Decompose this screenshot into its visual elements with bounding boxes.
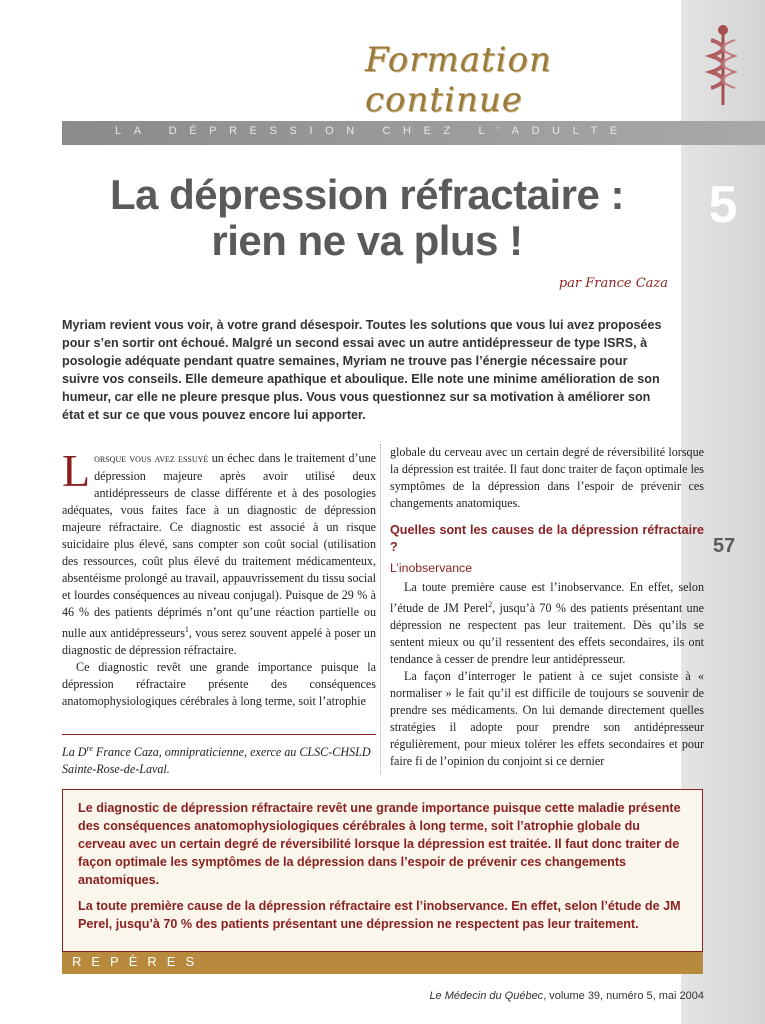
lead-paragraph: Myriam revient vous voir, à votre grand désespoir. Toutes les solutions que vous lui avez proposées pour s’en sortir ont échoué. Malgré un second essai avec un autre antidépresseur de type ISRS, à posologie adéquate pendant quatre semaines, Myriam ne trouve pas l’énergie nécessaire pour suivre vos conseils. Elle demeure apathique et aboulique. Elle note une minime amélioration de son humeur, car elle ne pleure presque plus. Vous vous questionnez sur sa motivation à améliorer son état et sur ce que vous pouvez encore lui apporter.: [62, 318, 662, 422]
affiliation-sup: re: [86, 744, 93, 753]
subsection-heading: L’inobservance: [390, 561, 473, 575]
reperes-label: REPÈRES: [72, 954, 205, 969]
col2-p1-text: La toute première cause est l’inobservance. En effet, selon l’étude de JM Perel: [390, 580, 704, 616]
smallcaps-opening: orsque vous avez essuyé: [94, 453, 209, 465]
column-1: [62, 445, 376, 710]
callout-paragraph-1: Le diagnostic de dépression réfractaire revêt une grande importance puisque cette maladie présente des conséquences anatomophysiologiques cérébrales à long terme, soit l’atrophie globale du cerveau avec un certain degré de réversibilité lorsque la dépression est traitée. Il faut donc traiter de façon optimale les symptômes de la dépression dans l’espoir de prévenir ces changements anatomiques.: [78, 801, 681, 887]
column-divider: [380, 444, 381, 774]
page-number: 57: [713, 535, 736, 557]
affiliation-prefix: La D: [62, 745, 87, 760]
journal-name: Le Médecin du Québec: [429, 990, 544, 1002]
col2-p1-rest: , jusqu’à 70 % des patients présentant une dépression ne respectent pas leur traitement. Dès qu’ils se sentent mieux ou qu’il ressentent des effets secondaires, ils ont tendance à cesser de prendre leur antidépresseur.: [390, 601, 704, 667]
footnote-ref-1: 1: [184, 625, 189, 634]
callout-text: [78, 799, 688, 941]
author-affiliation: [62, 740, 376, 778]
col1-p2: Ce diagnostic revêt une grande importance puisque la dépression réfractaire présente des conséquences anatomophysiologiques cérébrales à long terme, soit l’atrophie: [62, 660, 376, 709]
callout-paragraph-2: La toute première cause de la dépression réfractaire est l’inobservance. En effet, selon l’étude de JM Perel, jusqu’à 70 % des patients présentant une dépression ne respectent pas leur traitement.: [78, 899, 681, 931]
col2-p2: La façon d’interroger le patient à ce sujet consiste à « normaliser » le fait qu’il est difficile de toujours se souvenir de prendre ses médicaments. On lui demande directement quelles stratégies il adopte pour prendre son antidépresseur régulièrement, pour mieux tolérer les effets secondaires et pour faire fi de l’opinion du conjoint si ce dernier: [390, 669, 704, 769]
col1-p1-end: , vous serez souvent appelé à poser un diagnostic de dépression réfractaire.: [62, 626, 376, 658]
title-line-2: rien ne va plus !: [211, 217, 523, 264]
article-title: [62, 172, 672, 264]
section-heading: Quelles sont les causes de la dépression réfractaire ?: [390, 523, 704, 554]
col2-p0: globale du cerveau avec un certain degré de réversibilité lorsque la dépression est traitée. Il faut donc traiter de façon optimale les symptômes de la dépression dans l’espoir de prévenir ces changements anatomiques.: [390, 445, 704, 510]
affiliation-text: France Caza, omnipraticienne, exerce au CLSC-CHSLD Sainte-Rose-de-Laval.: [62, 745, 371, 777]
caduceus-logo: [681, 20, 765, 110]
section-label: LA DÉPRESSION CHEZ L’ADULTE: [115, 125, 630, 137]
drop-cap: L: [62, 445, 91, 496]
footnote-ref-2: 2: [488, 600, 493, 609]
series-title: Formation continue: [365, 40, 552, 120]
chapter-number: 5: [708, 176, 738, 234]
title-line-1: La dépression réfractaire :: [109, 171, 625, 218]
affiliation-rule: [62, 734, 376, 735]
col2-p1: [390, 579, 704, 668]
column-2: [390, 444, 704, 770]
footer-citation: [300, 990, 704, 1002]
byline: par France Caza: [558, 276, 668, 291]
col1-p1: un échec dans le traitement d’une dépression majeure après avoir utilisé deux antidépresseurs de classe différente et à des posologies adéquates, vous faites face à un diagnostic de dépression majeure réfractaire. Ce diagnostic est associé à un risque suicidaire plus élevé, sans compter son coût social (utilisation des ressources, coût plus élevé du traitement médicamenteux, absentéisme prolongé au travail, appauvrissement du tissu social et lourdes conséquences au niveau conjugal). Puisque de 29 % à 46 % des patients déprimés n’ont qu’une réaction partielle ou nulle aux antidépresseurs: [62, 451, 376, 641]
issue-info: , volume 39, numéro 5, mai 2004: [543, 990, 704, 1002]
